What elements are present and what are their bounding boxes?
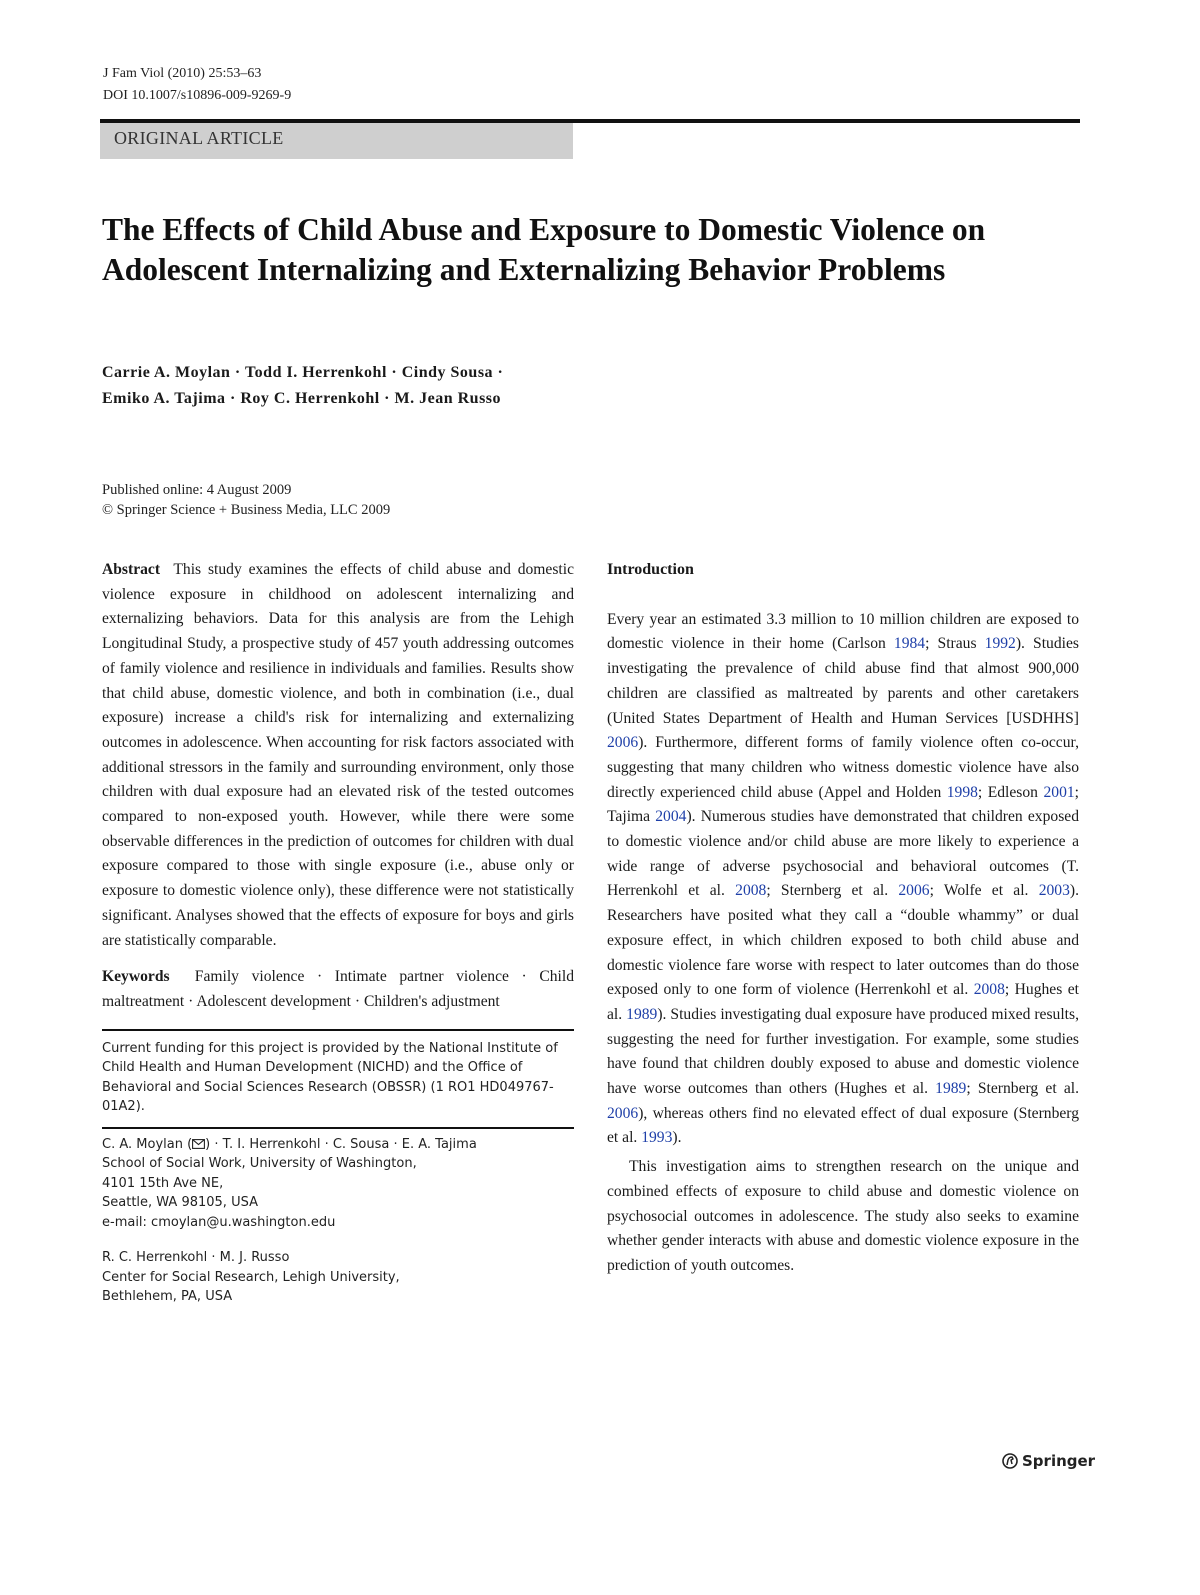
introduction-text: ; Sternberg et al.: [966, 1080, 1079, 1098]
citation-link[interactable]: 1998: [946, 783, 978, 801]
citation-link[interactable]: 2006: [607, 734, 639, 752]
doi: DOI 10.1007/s10896-009-9269-9: [103, 88, 292, 103]
citation-link[interactable]: 1989: [626, 1005, 658, 1023]
introduction-text: ; Sternberg et al.: [766, 882, 899, 900]
introduction-text: Every year an estimated 3.3 million to 10 million children are exposed to domestic violence in their home (Carlson: [607, 610, 1079, 653]
abstract-text: This study examines the effects of child abuse and domestic violence exposure in childhood on adolescent internalizing and externalizing behaviors. Data for this analysis are from the Lehigh Longitudinal Study, a prospective study of 457 youth addressing outcomes of family violence and resilience in individuals and families. Results show that child abuse, domestic violence, and both in combination (i.e., dual exposure) increase a child's risk for internalizing and externalizing outcomes in adolescence. When accounting for risk factors associated with additional stressors in the family and surrounding environment, only those children with dual exposure had an elevated risk of the tested outcomes compared to non-exposed youth. However, while there were some observable differences in the prediction of outcomes for children with dual exposure compared to those with single exposure (i.e., abuse only or exposure to domestic violence only), these difference were not statistically significant. Analyses showed that the effects of exposure for boys and girls are statistically comparable.: [102, 561, 575, 949]
introduction-text: ; Edleson: [977, 783, 1044, 801]
citation-link[interactable]: 2004: [655, 808, 687, 826]
citation-link[interactable]: 1992: [984, 635, 1016, 653]
publisher-name: Springer: [1022, 1452, 1096, 1470]
introduction-paragraph-2: This investigation aims to strengthen research on the unique and combined effects of exposure to child abuse and domestic violence on psychosocial outcomes in adolescence. The study also seeks to examine whether gender interacts with abuse and domestic violence exposure in the prediction of youth outcomes.: [607, 1158, 1079, 1274]
affiliation-rule: [102, 1127, 574, 1129]
affiliation-1-institution: School of Social Work, University of Washington,: [102, 1156, 417, 1172]
funding-footnote: [102, 1029, 574, 1117]
citation-link[interactable]: 2006: [898, 882, 930, 900]
publisher-logo: [1002, 1452, 1095, 1470]
introduction-text: ; Hughes et al.: [607, 981, 1079, 1023]
introduction-text: ), whereas others find no elevated effect of dual exposure (Sternberg et al.: [607, 1104, 1079, 1147]
journal-reference: [103, 63, 291, 107]
citation-link[interactable]: 1984: [893, 635, 926, 653]
affiliation-1-names: C. A. Moylan ( ) · T. I. Herrenkohl · C. Sousa · E. A. Tajima: [102, 1136, 477, 1152]
left-column: [102, 558, 574, 1307]
citation-link[interactable]: 2006: [607, 1104, 639, 1122]
right-column: [607, 558, 1079, 1279]
journal-citation: J Fam Viol (2010) 25:53–63: [103, 66, 262, 81]
keywords-label: Keywords: [102, 968, 170, 986]
author-line-1: Carrie A. Moylan · Todd I. Herrenkohl · Cindy Sousa ·: [102, 364, 504, 381]
affiliation-block-2: [102, 1248, 574, 1307]
affiliation-2-city: Bethlehem, PA, USA: [102, 1289, 233, 1305]
article-type-banner: ORIGINAL ARTICLE: [100, 123, 573, 159]
footnote-rule: [102, 1029, 574, 1031]
introduction-text: ; Tajima: [607, 783, 1079, 826]
envelope-icon: [192, 1139, 205, 1149]
citation-link[interactable]: 1993: [641, 1129, 673, 1147]
introduction-text: ). Studies investigating the prevalence of child abuse find that almost 900,000 children are classified as maltreated by parents and other caretakers (United States Department of Health and Human Services [USDHHS]: [607, 635, 1079, 727]
publication-info: [102, 480, 390, 520]
introduction-text: ). Furthermore, different forms of family violence often co-occur, suggesting that many children who witness domestic violence have also directly experienced child abuse (Appel and Holden: [607, 734, 1079, 801]
copyright-notice: © Springer Science + Business Media, LLC 2009: [102, 502, 391, 518]
article-title: The Effects of Child Abuse and Exposure to Domestic Violence on Adolescent Internalizing and Externalizing Behavior Problems: [102, 212, 986, 287]
keywords: [102, 965, 574, 1014]
introduction-text: ). Numerous studies have demonstrated that children exposed to domestic violence and/or child abuse are more likely to experience a wide range of adverse psychosocial and behavioral outcomes (T. Herrenkohl et al.: [607, 808, 1079, 900]
affiliation-2-names: R. C. Herrenkohl · M. J. Russo: [102, 1250, 290, 1266]
citation-link[interactable]: 2003: [1038, 882, 1070, 900]
springer-horse-icon: [1002, 1453, 1018, 1469]
affiliation-1-street: 4101 15th Ave NE,: [102, 1175, 224, 1191]
affiliation-2-institution: Center for Social Research, Lehigh University,: [102, 1269, 400, 1285]
abstract: [102, 558, 574, 953]
published-online: Published online: 4 August 2009: [102, 482, 292, 498]
affiliation-1-city: Seattle, WA 98105, USA: [102, 1195, 258, 1211]
introduction-paragraph-1: [607, 608, 1079, 1151]
keywords-text: Family violence · Intimate partner violence · Child maltreatment · Adolescent development · Children's adjustment: [102, 968, 575, 1010]
citation-link[interactable]: 2001: [1043, 783, 1075, 801]
citation-link[interactable]: 2008: [735, 882, 767, 900]
funding-text: Current funding for this project is provided by the National Institute of Child Health and Human Development (NICHD) and the Office of Behavioral and Social Sciences Research (OBSSR) (1 RO1 HD049767-01A2).: [102, 1040, 558, 1115]
author-list: [102, 360, 802, 412]
introduction-text: ). Researchers have posited what they call a “double whammy” or dual exposure effect, in which children exposed to both child abuse and domestic violence fare worse with respect to later outcomes than do those exposed only to one form of violence (Herrenkohl et al.: [607, 882, 1079, 999]
affiliation-block-1: [102, 1127, 574, 1233]
contact-email[interactable]: e-mail: cmoylan@u.washington.edu: [102, 1214, 336, 1230]
introduction-heading: Introduction: [607, 561, 694, 578]
introduction-text: ). Studies investigating dual exposure have produced mixed results, suggesting the need for further investigation. For example, some studies have found that children doubly exposed to abuse and domestic violence have worse outcomes than others (Hughes et al.: [607, 1005, 1079, 1098]
introduction-text: ; Wolfe et al.: [929, 882, 1039, 900]
introduction-text: ).: [672, 1129, 682, 1147]
citation-link[interactable]: 2008: [973, 981, 1005, 999]
citation-link[interactable]: 1989: [935, 1080, 967, 1098]
author-line-2: Emiko A. Tajima · Roy C. Herrenkohl · M. Jean Russo: [102, 390, 502, 407]
abstract-label: Abstract: [102, 561, 161, 578]
introduction-text: ; Straus: [925, 635, 985, 653]
